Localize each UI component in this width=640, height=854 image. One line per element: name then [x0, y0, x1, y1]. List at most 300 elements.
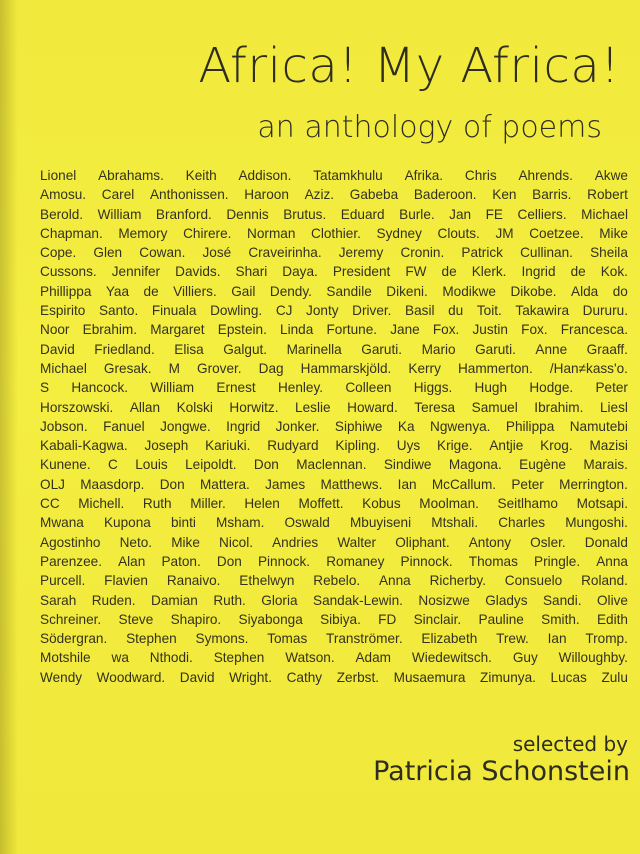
poet-word: Sheila	[590, 245, 628, 261]
poet-word: CJ	[275, 303, 293, 319]
poet-word: Pauline	[478, 611, 524, 627]
poet-word: Fox.	[521, 322, 548, 338]
poet-word: Robert	[587, 187, 628, 203]
poet-word: Higgs.	[413, 380, 453, 396]
poet-word: Merrington.	[559, 476, 628, 492]
poet-word: Baderoon.	[413, 187, 477, 203]
poet-word: de	[143, 283, 159, 299]
poet-word: Dowling.	[210, 303, 263, 319]
poet-word: Cope.	[40, 245, 77, 261]
poet-word: Alan	[118, 553, 146, 569]
poet-word: Schreiner.	[40, 611, 102, 627]
poet-word: Philippa	[505, 418, 555, 434]
poet-word: Ingrid	[521, 264, 556, 280]
poet-word: Hugh	[474, 380, 508, 396]
poet-word: Hancock.	[71, 380, 129, 396]
poet-line	[40, 668, 628, 687]
poet-line	[40, 301, 628, 320]
poet-word: Galgut.	[223, 341, 268, 357]
poet-word: Phillippa	[40, 283, 92, 299]
poet-word: Gladys	[485, 592, 528, 608]
poet-word: Mwana	[40, 515, 84, 531]
poet-word: Modikwe	[442, 283, 496, 299]
poet-word: Guy	[512, 650, 538, 666]
poet-word: Damian	[151, 592, 198, 608]
poet-line	[40, 340, 628, 359]
poet-word: Wiedewitsch.	[411, 650, 492, 666]
poet-word: Don	[216, 553, 242, 569]
poet-word: Miller.	[190, 496, 226, 512]
poet-word: Roland.	[581, 573, 628, 589]
poet-word: Davids.	[175, 264, 221, 280]
poet-word: Ian	[397, 476, 417, 492]
poet-word: Espirito	[40, 303, 86, 319]
poet-word: Helen	[244, 496, 280, 512]
poet-word: Cronin.	[400, 245, 445, 261]
selected-by-label: selected by	[512, 732, 628, 756]
poet-word: Louis	[135, 457, 168, 473]
poet-word: Paton.	[161, 553, 201, 569]
poet-word: Agostinho	[40, 534, 101, 550]
book-subtitle: an anthology of poems	[257, 110, 602, 145]
poet-word: Barris.	[532, 187, 572, 203]
poet-word: Dururu.	[582, 303, 628, 319]
poet-word: Dikobe.	[510, 283, 557, 299]
poet-word: David	[179, 669, 215, 685]
poet-word: Nosizwe	[418, 592, 470, 608]
poet-word: Kunene.	[40, 457, 91, 473]
poet-word: Dendy.	[269, 283, 312, 299]
poet-line	[40, 398, 628, 417]
poet-list	[40, 166, 628, 687]
poet-word: Siphiwe	[334, 418, 383, 434]
poet-word: Mazisi	[589, 438, 628, 454]
poet-line	[40, 262, 628, 281]
poet-word: Craveirinha.	[248, 245, 322, 261]
poet-word: Addison.	[238, 168, 292, 183]
poet-word: Woodward.	[96, 669, 166, 685]
poet-word: Motsapi.	[576, 496, 628, 512]
poet-word: Zerbst.	[336, 669, 380, 685]
poet-word: James	[265, 476, 306, 492]
poet-word: Epstein.	[217, 322, 267, 338]
poet-word: Eugène	[519, 457, 566, 473]
poet-line	[40, 552, 628, 571]
poet-word: José	[202, 245, 232, 261]
poet-word: Sarah	[40, 592, 77, 608]
poet-word: Ian	[547, 631, 567, 647]
poet-word: Don	[253, 457, 279, 473]
poet-word: Ingrid	[226, 418, 261, 434]
poet-word: Ahrends.	[518, 168, 573, 183]
poet-word: Howard.	[347, 399, 398, 415]
poet-word: Dag	[258, 360, 284, 376]
poet-word: S	[40, 380, 50, 396]
poet-word: Zimunya.	[480, 669, 536, 685]
poet-word: Mike	[171, 534, 200, 550]
poet-word: Lionel	[40, 168, 77, 183]
poet-word: Driver.	[352, 303, 392, 319]
poet-line	[40, 185, 628, 204]
poet-word: Fox.	[432, 322, 460, 338]
poet-word: Burle.	[399, 206, 435, 222]
poet-word: Pinnock.	[400, 553, 453, 569]
poet-word: Anne	[535, 341, 568, 357]
poet-word: Moolman.	[419, 496, 479, 512]
poet-word: Sindiwe	[383, 457, 432, 473]
poet-word: Aziz.	[304, 187, 335, 203]
poet-word: Antjie	[489, 438, 524, 454]
poet-word: Edith	[596, 611, 628, 627]
poet-word: Stephen	[126, 631, 177, 647]
poet-word: Flavien	[104, 573, 148, 589]
poet-line	[40, 533, 628, 552]
poet-word: Samuel	[471, 399, 518, 415]
poet-line	[40, 417, 628, 436]
poet-line	[40, 359, 628, 378]
poet-word: Daya.	[282, 264, 318, 280]
poet-word: Seitlhamo	[497, 496, 558, 512]
poet-word: Dikeni.	[386, 283, 428, 299]
book-title: Africa! My Africa!	[198, 38, 620, 94]
poet-word: Antony	[468, 534, 512, 550]
poet-word: Msham.	[216, 515, 265, 531]
poet-word: Romaney	[326, 553, 385, 569]
poet-line	[40, 494, 628, 513]
poet-word: Namutebi	[569, 418, 628, 434]
poet-word: Ebrahim.	[82, 322, 138, 338]
poet-word: Smith.	[541, 611, 580, 627]
poet-word: Moffett.	[298, 496, 344, 512]
poet-word: Ethelwyn	[239, 573, 295, 589]
poet-line	[40, 205, 628, 224]
poet-word: Jeremy	[338, 245, 384, 261]
cover-edge-shadow	[0, 0, 18, 854]
poet-word: Berold.	[40, 206, 84, 222]
poet-word: Hammarskjöld.	[300, 360, 392, 376]
poet-word: Haroon	[244, 187, 289, 203]
editor-name: Patricia Schonstein	[373, 756, 630, 787]
poet-word: Tranströmer.	[326, 631, 403, 647]
poet-word: binti	[170, 515, 196, 531]
poet-word: Clouts.	[437, 225, 480, 241]
poet-word: Cathy	[286, 669, 323, 685]
poet-word: Chirere.	[183, 225, 232, 241]
poet-word: Thomas	[468, 553, 518, 569]
poet-word: Tomas	[267, 631, 308, 647]
poet-word: Andries	[272, 534, 319, 550]
poet-word: Henley.	[277, 380, 324, 396]
poet-word: Maasdorp.	[80, 476, 145, 492]
poet-line	[40, 591, 628, 610]
poet-word: Shari	[235, 264, 268, 280]
poet-word: Garuti.	[475, 341, 516, 357]
poet-word: Jan	[449, 206, 472, 222]
poet-word: Linda	[280, 322, 314, 338]
poet-word: Tatamkhulu	[313, 168, 383, 183]
poet-word: Magona.	[448, 457, 502, 473]
poet-word: Kipling.	[335, 438, 380, 454]
poet-word: Mario	[421, 341, 456, 357]
poet-word: Osler.	[530, 534, 566, 550]
poet-word: Oliphant.	[395, 534, 450, 550]
poet-word: Santo.	[98, 303, 139, 319]
poet-word: Anna	[596, 553, 628, 569]
poet-word: Cussons.	[40, 264, 97, 280]
poet-word: Ranaivo.	[166, 573, 221, 589]
poet-line	[40, 166, 628, 185]
poet-word: do	[612, 283, 628, 299]
poet-word: Ken	[492, 187, 517, 203]
poet-word: Leslie	[295, 399, 331, 415]
poet-word: FE	[485, 206, 503, 222]
poet-word: Mattera.	[199, 476, 250, 492]
poet-word: Grover.	[197, 360, 242, 376]
poet-word: Olive	[596, 592, 628, 608]
poet-word: Anthonissen.	[149, 187, 229, 203]
poet-word: William	[97, 206, 142, 222]
poet-word: Finuala	[151, 303, 197, 319]
poet-word: Ernest	[216, 380, 256, 396]
poet-word: C	[108, 457, 118, 473]
poet-word: Motshile	[40, 650, 91, 666]
poet-word: Keith	[185, 168, 217, 183]
poet-word: Eduard	[340, 206, 385, 222]
poet-word: Elisa	[174, 341, 204, 357]
poet-word: Chris	[464, 168, 497, 183]
poet-word: Mbuyiseni	[349, 515, 412, 531]
poet-word: Sandak-Lewin.	[313, 592, 403, 608]
poet-word: Symons.	[195, 631, 249, 647]
poet-line	[40, 243, 628, 262]
poet-word: Branford.	[155, 206, 212, 222]
poet-line	[40, 320, 628, 339]
poet-word: Afrika.	[404, 168, 444, 183]
poet-word: Carel	[101, 187, 135, 203]
poet-word: Oswald	[284, 515, 330, 531]
poet-word: Peter	[595, 380, 628, 396]
poet-word: Lucas	[550, 669, 587, 685]
poet-word: Marinella	[286, 341, 342, 357]
poet-word: de	[441, 264, 457, 280]
poet-word: Krige.	[437, 438, 473, 454]
poet-word: Willoughby.	[558, 650, 628, 666]
poet-word: wa	[111, 650, 129, 666]
poet-line	[40, 610, 628, 629]
poet-word: JM	[495, 225, 514, 241]
poet-word: OLJ	[40, 476, 65, 492]
poet-word: Teresa	[414, 399, 456, 415]
poet-word: Musaemura	[393, 669, 466, 685]
poet-word: Fanuel	[103, 418, 145, 434]
poet-word: Kerry	[408, 360, 441, 376]
poet-word: Memory	[118, 225, 168, 241]
poet-word: Sibiya.	[320, 611, 361, 627]
poet-word: Kolski	[176, 399, 213, 415]
poet-word: Joseph	[144, 438, 189, 454]
poet-word: Trew.	[496, 631, 529, 647]
poet-word: Margaret	[150, 322, 205, 338]
poet-word: Adam	[355, 650, 391, 666]
poet-word: Södergran.	[40, 631, 108, 647]
poet-word: Alda	[571, 283, 599, 299]
poet-word: David	[40, 341, 75, 357]
poet-word: Jane	[390, 322, 420, 338]
poet-word: Allan	[129, 399, 161, 415]
poet-word: Mike	[599, 225, 628, 241]
poet-word: Mtshali.	[431, 515, 479, 531]
poet-word: Siyabonga	[238, 611, 303, 627]
poet-word: Villiers.	[173, 283, 217, 299]
poet-word: Takawira	[515, 303, 570, 319]
poet-word: Mungoshi.	[565, 515, 628, 531]
poet-word: Glen	[93, 245, 123, 261]
poet-word: Jonker.	[275, 418, 320, 434]
poet-word: Tromp.	[585, 631, 628, 647]
poet-word: Neto.	[119, 534, 153, 550]
poet-word: Maclennan.	[296, 457, 367, 473]
poet-word: Ruth.	[213, 592, 246, 608]
poet-word: Horszowski.	[40, 399, 114, 415]
poet-word: Graaff.	[586, 341, 628, 357]
poet-word: Celliers.	[517, 206, 567, 222]
poet-word: Kabali-Kagwa.	[40, 438, 128, 454]
poet-line	[40, 455, 628, 474]
poet-word: /Han≠kass'o.	[549, 360, 628, 376]
poet-word: Liesl	[599, 399, 628, 415]
poet-word: Gabeba	[349, 187, 399, 203]
poet-word: Parenzee.	[40, 553, 102, 569]
poet-word: CC	[40, 496, 60, 512]
poet-word: Donald	[584, 534, 628, 550]
poet-line	[40, 224, 628, 243]
poet-word: Noor	[40, 322, 70, 338]
poet-word: Chapman.	[40, 225, 103, 241]
poet-word: Colleen	[345, 380, 392, 396]
poet-word: Jongwe.	[160, 418, 211, 434]
poet-word: Akwe	[594, 168, 628, 183]
poet-line	[40, 475, 628, 494]
poet-word: Horwitz.	[229, 399, 279, 415]
poet-line	[40, 629, 628, 648]
poet-word: Sydney	[376, 225, 422, 241]
poet-word: Basil	[405, 303, 435, 319]
poet-word: Wright.	[229, 669, 272, 685]
poet-line	[40, 648, 628, 667]
poet-line	[40, 282, 628, 301]
poet-word: Hodge.	[529, 380, 574, 396]
poet-word: Shapiro.	[170, 611, 222, 627]
poet-word: Matthews.	[320, 476, 383, 492]
poet-word: Steve	[118, 611, 154, 627]
poet-word: Fortune.	[326, 322, 378, 338]
poet-word: Francesca.	[560, 322, 628, 338]
poet-word: Gresak.	[103, 360, 152, 376]
poet-line	[40, 436, 628, 455]
poet-word: Peter	[511, 476, 544, 492]
poet-word: Jennifer	[111, 264, 161, 280]
poet-word: Patrick	[461, 245, 503, 261]
poet-word: President	[332, 264, 391, 280]
poet-word: Ruden.	[91, 592, 136, 608]
poet-word: Nthodi.	[149, 650, 193, 666]
poet-word: FD	[378, 611, 397, 627]
poet-word: Rudyard	[267, 438, 319, 454]
poet-word: Michell.	[78, 496, 125, 512]
poet-word: Hammerton.	[457, 360, 533, 376]
poet-word: Toit.	[476, 303, 502, 319]
poet-word: Michael	[40, 360, 87, 376]
poet-word: McCallum.	[431, 476, 497, 492]
poet-word: Ruth	[142, 496, 172, 512]
poet-word: William	[150, 380, 195, 396]
poet-word: Uys	[396, 438, 421, 454]
poet-word: Cowan.	[139, 245, 186, 261]
poet-word: Justin	[472, 322, 508, 338]
poet-word: Pinnock.	[257, 553, 311, 569]
poet-word: Wendy	[40, 669, 83, 685]
poet-word: Coetzee.	[529, 225, 584, 241]
poet-word: Purcell.	[40, 573, 86, 589]
poet-word: Leipoldt.	[185, 457, 237, 473]
poet-line	[40, 378, 628, 397]
poet-word: Nicol.	[219, 534, 253, 550]
poet-word: Amosu.	[40, 187, 87, 203]
poet-word: Richerby.	[429, 573, 486, 589]
poet-word: Norman	[247, 225, 296, 241]
poet-word: Pringle.	[534, 553, 581, 569]
poet-word: Zulu	[601, 669, 628, 685]
poet-word: Don	[159, 476, 185, 492]
poet-line	[40, 513, 628, 532]
poet-word: du	[448, 303, 464, 319]
poet-word: Kupona	[103, 515, 151, 531]
poet-word: M	[168, 360, 180, 376]
poet-word: Yaa	[105, 283, 130, 299]
poet-word: Krog.	[540, 438, 573, 454]
poet-word: de	[570, 264, 586, 280]
poet-word: Ka	[397, 418, 415, 434]
poet-word: Jobson.	[40, 418, 88, 434]
poet-word: Consuelo	[504, 573, 563, 589]
poet-word: Anna	[378, 573, 411, 589]
poet-word: Jonty	[306, 303, 339, 319]
poet-word: Brutus.	[283, 206, 327, 222]
poet-word: Dennis	[226, 206, 269, 222]
poet-word: Kok.	[600, 264, 628, 280]
poet-word: Gail	[231, 283, 256, 299]
poet-word: Kobus	[362, 496, 401, 512]
poet-word: Klerk.	[471, 264, 507, 280]
poet-word: Ngwenya.	[430, 418, 491, 434]
poet-word: Elizabeth	[421, 631, 478, 647]
poet-word: Garuti.	[361, 341, 403, 357]
poet-word: FW	[405, 264, 427, 280]
poet-word: Sinclair.	[413, 611, 462, 627]
poet-word: Clothier.	[311, 225, 361, 241]
poet-line	[40, 571, 628, 590]
poet-word: Walter	[337, 534, 377, 550]
poet-word: Sandi.	[542, 592, 582, 608]
poet-word: Ibrahim.	[534, 399, 584, 415]
poet-word: Watson.	[285, 650, 335, 666]
poet-word: Gloria	[261, 592, 298, 608]
poet-word: Marais.	[583, 457, 628, 473]
poet-word: Rebelo.	[313, 573, 361, 589]
poet-word: Cullinan.	[520, 245, 573, 261]
poet-word: Charles	[498, 515, 546, 531]
poet-word: Sandile	[326, 283, 372, 299]
